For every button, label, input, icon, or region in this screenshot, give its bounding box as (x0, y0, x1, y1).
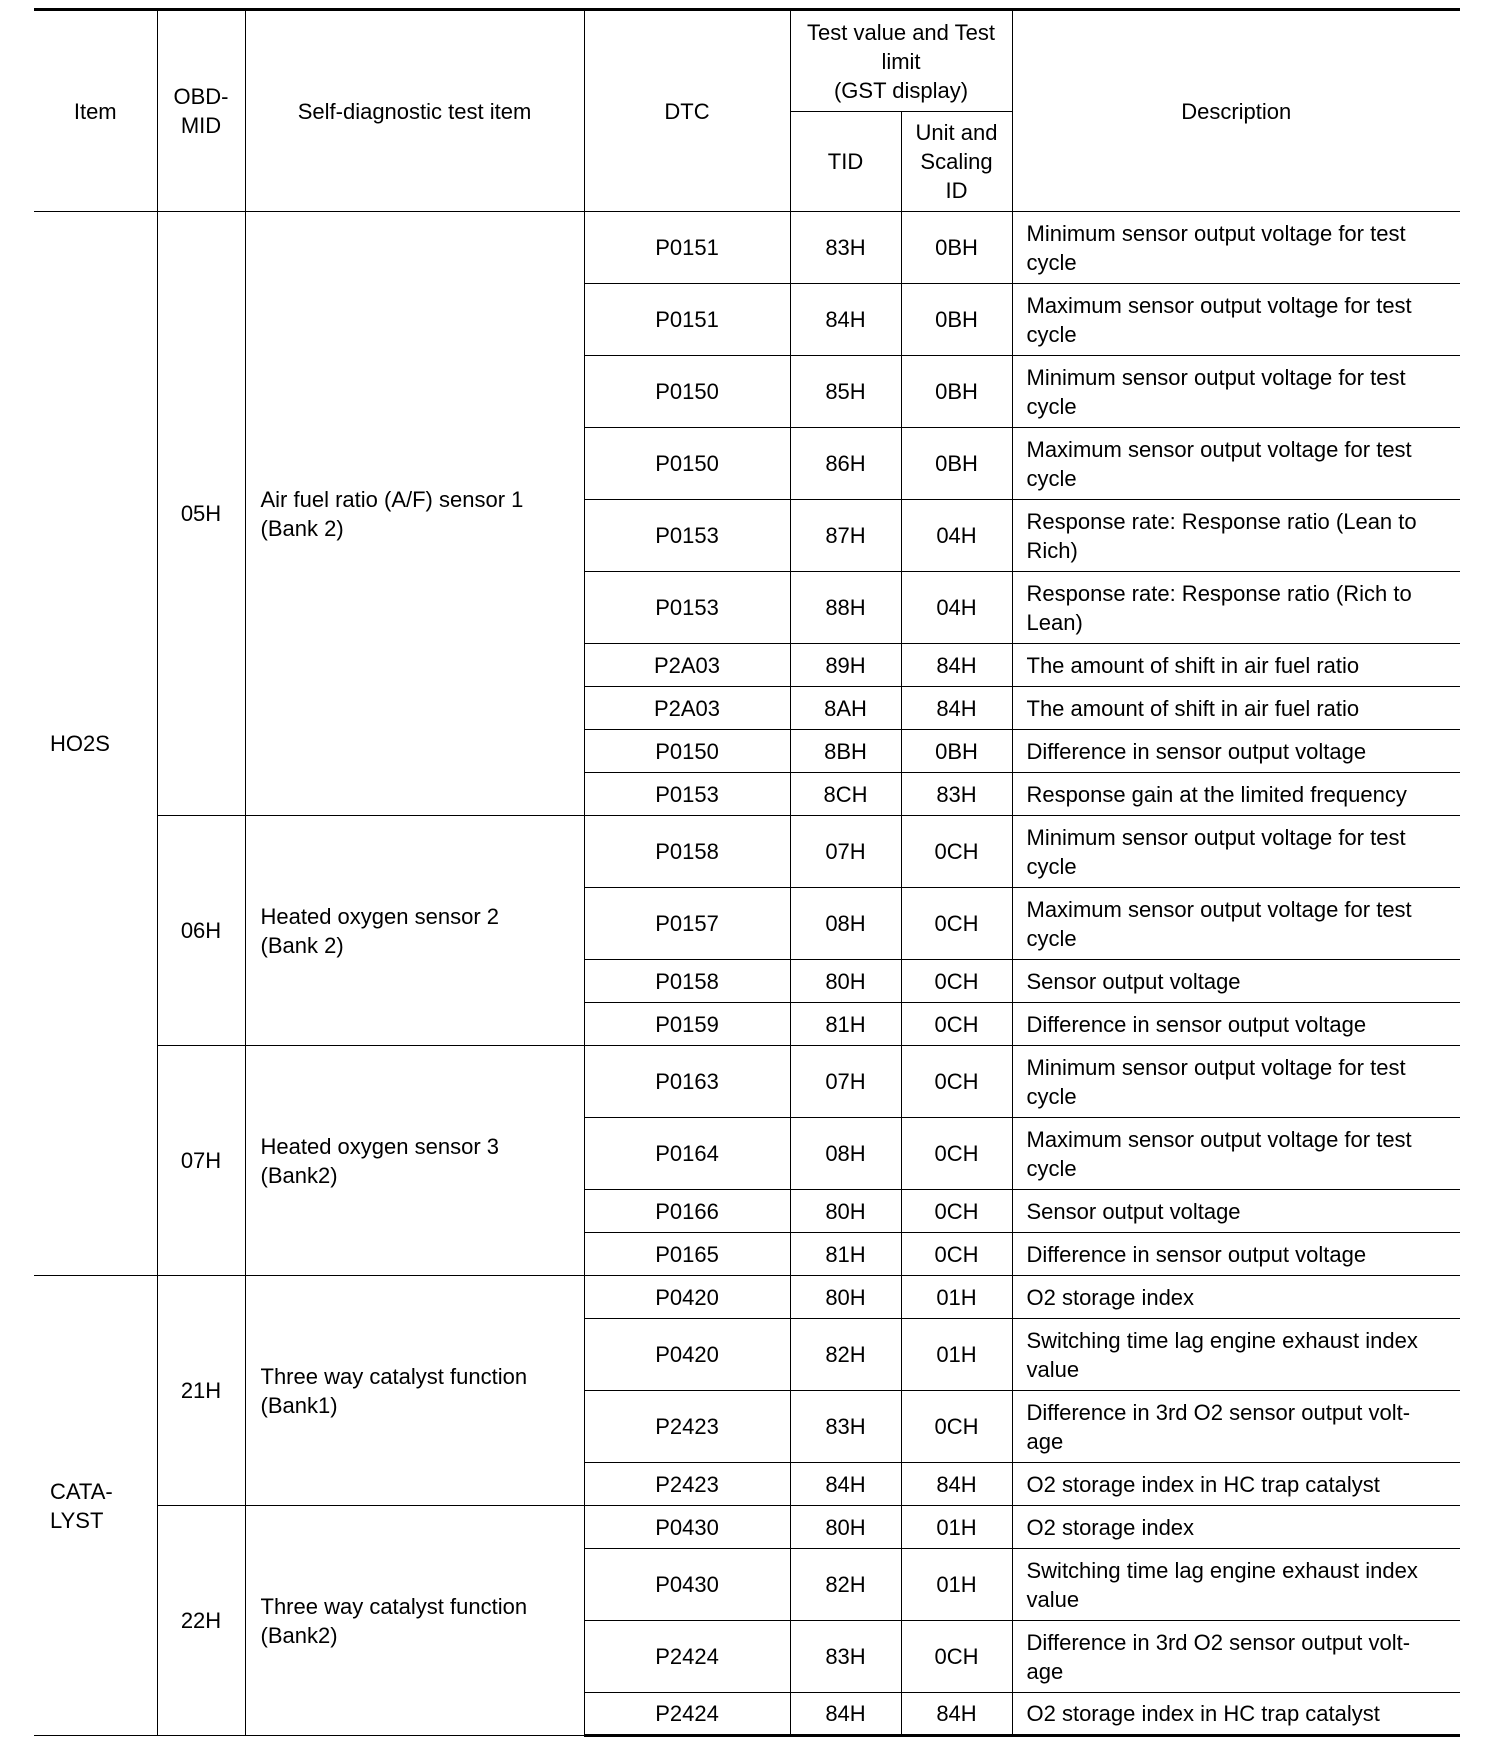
test-item-cell: Air fuel ratio (A/F) sensor 1 (Bank 2) (245, 212, 584, 816)
header-dtc: DTC (584, 10, 790, 212)
unit-scaling-cell: 0CH (901, 1118, 1012, 1190)
tid-cell: 86H (790, 428, 901, 500)
description-cell: Response rate: Response ratio (Rich to Lean) (1012, 572, 1460, 644)
dtc-cell: P0420 (584, 1319, 790, 1391)
table-row (34, 1506, 1460, 1549)
tid-cell: 07H (790, 1046, 901, 1118)
tid-cell: 81H (790, 1003, 901, 1046)
tid-cell: 8AH (790, 687, 901, 730)
unit-scaling-cell: 0CH (901, 1190, 1012, 1233)
unit-scaling-cell: 0CH (901, 888, 1012, 960)
header-unit-scaling-id: Unit and Scaling ID (901, 112, 1012, 212)
obd-mid-cell: 06H (157, 816, 245, 1046)
tid-cell: 81H (790, 1233, 901, 1276)
dtc-cell: P2A03 (584, 644, 790, 687)
dtc-cell: P0158 (584, 960, 790, 1003)
item-cell: HO2S (34, 212, 157, 1276)
header-item: Item (34, 10, 157, 212)
obd-mid-cell: 22H (157, 1506, 245, 1736)
dtc-cell: P0150 (584, 356, 790, 428)
dtc-cell: P2A03 (584, 687, 790, 730)
tid-cell: 84H (790, 284, 901, 356)
header-description: Description (1012, 10, 1460, 212)
test-item-cell: Heated oxygen sensor 3 (Bank2) (245, 1046, 584, 1276)
tid-cell: 83H (790, 1391, 901, 1463)
unit-scaling-cell: 84H (901, 644, 1012, 687)
test-item-cell: Three way catalyst function (Bank2) (245, 1506, 584, 1736)
description-cell: Difference in sensor output voltage (1012, 730, 1460, 773)
obd-test-table (34, 8, 1460, 1737)
dtc-cell: P0166 (584, 1190, 790, 1233)
dtc-cell: P0420 (584, 1276, 790, 1319)
unit-scaling-cell: 0CH (901, 1233, 1012, 1276)
description-cell: Maximum sensor output voltage for test cycle (1012, 888, 1460, 960)
dtc-cell: P0153 (584, 773, 790, 816)
tid-cell: 84H (790, 1693, 901, 1736)
dtc-cell: P0153 (584, 500, 790, 572)
dtc-cell: P0430 (584, 1549, 790, 1621)
obd-mid-cell: 05H (157, 212, 245, 816)
description-cell: Difference in 3rd O2 sensor output volt- age (1012, 1621, 1460, 1693)
dtc-cell: P0430 (584, 1506, 790, 1549)
description-cell: Maximum sensor output voltage for test cycle (1012, 428, 1460, 500)
description-cell: Maximum sensor output voltage for test cycle (1012, 1118, 1460, 1190)
description-cell: O2 storage index in HC trap catalyst (1012, 1463, 1460, 1506)
tid-cell: 85H (790, 356, 901, 428)
table-row (34, 1046, 1460, 1118)
dtc-cell: P0150 (584, 428, 790, 500)
test-item-cell: Heated oxygen sensor 2 (Bank 2) (245, 816, 584, 1046)
dtc-cell: P2424 (584, 1693, 790, 1736)
unit-scaling-cell: 01H (901, 1549, 1012, 1621)
tid-cell: 80H (790, 1190, 901, 1233)
dtc-cell: P0158 (584, 816, 790, 888)
dtc-cell: P2423 (584, 1463, 790, 1506)
dtc-cell: P0157 (584, 888, 790, 960)
tid-cell: 82H (790, 1319, 901, 1391)
tid-cell: 88H (790, 572, 901, 644)
description-cell: Minimum sensor output voltage for test cycle (1012, 816, 1460, 888)
description-cell: O2 storage index (1012, 1276, 1460, 1319)
tid-cell: 8CH (790, 773, 901, 816)
unit-scaling-cell: 84H (901, 1463, 1012, 1506)
obd-document (34, 8, 1460, 1737)
table-row (34, 212, 1460, 284)
unit-scaling-cell: 83H (901, 773, 1012, 816)
header-obd-mid: OBD- MID (157, 10, 245, 212)
tid-cell: 8BH (790, 730, 901, 773)
tid-cell: 80H (790, 960, 901, 1003)
tid-cell: 80H (790, 1506, 901, 1549)
description-cell: Difference in sensor output voltage (1012, 1233, 1460, 1276)
obd-mid-cell: 21H (157, 1276, 245, 1506)
dtc-cell: P0165 (584, 1233, 790, 1276)
unit-scaling-cell: 01H (901, 1506, 1012, 1549)
header-test-value: Test value and Test limit (GST display) (790, 10, 1012, 112)
tid-cell: 07H (790, 816, 901, 888)
item-cell: CATA- LYST (34, 1276, 157, 1736)
description-cell: Response gain at the limited frequency (1012, 773, 1460, 816)
description-cell: Sensor output voltage (1012, 960, 1460, 1003)
tid-cell: 08H (790, 1118, 901, 1190)
unit-scaling-cell: 0BH (901, 212, 1012, 284)
header-tid: TID (790, 112, 901, 212)
tid-cell: 82H (790, 1549, 901, 1621)
tid-cell: 84H (790, 1463, 901, 1506)
unit-scaling-cell: 0CH (901, 1046, 1012, 1118)
description-cell: The amount of shift in air fuel ratio (1012, 644, 1460, 687)
unit-scaling-cell: 0CH (901, 1391, 1012, 1463)
dtc-cell: P0163 (584, 1046, 790, 1118)
unit-scaling-cell: 01H (901, 1276, 1012, 1319)
description-cell: Minimum sensor output voltage for test cycle (1012, 1046, 1460, 1118)
dtc-cell: P0151 (584, 284, 790, 356)
unit-scaling-cell: 0BH (901, 428, 1012, 500)
tid-cell: 08H (790, 888, 901, 960)
table-row (34, 1276, 1460, 1319)
description-cell: Minimum sensor output voltage for test cycle (1012, 212, 1460, 284)
unit-scaling-cell: 04H (901, 572, 1012, 644)
description-cell: Response rate: Response ratio (Lean to Rich) (1012, 500, 1460, 572)
description-cell: Sensor output voltage (1012, 1190, 1460, 1233)
unit-scaling-cell: 84H (901, 687, 1012, 730)
header-test-item: Self-diagnostic test item (245, 10, 584, 212)
description-cell: Difference in 3rd O2 sensor output volt- age (1012, 1391, 1460, 1463)
description-cell: O2 storage index (1012, 1506, 1460, 1549)
unit-scaling-cell: 0CH (901, 1003, 1012, 1046)
dtc-cell: P0150 (584, 730, 790, 773)
obd-mid-cell: 07H (157, 1046, 245, 1276)
description-cell: Maximum sensor output voltage for test cycle (1012, 284, 1460, 356)
unit-scaling-cell: 0BH (901, 356, 1012, 428)
description-cell: Minimum sensor output voltage for test cycle (1012, 356, 1460, 428)
unit-scaling-cell: 0CH (901, 960, 1012, 1003)
description-cell: Difference in sensor output voltage (1012, 1003, 1460, 1046)
unit-scaling-cell: 0CH (901, 816, 1012, 888)
tid-cell: 83H (790, 1621, 901, 1693)
description-cell: O2 storage index in HC trap catalyst (1012, 1693, 1460, 1736)
test-item-cell: Three way catalyst function (Bank1) (245, 1276, 584, 1506)
unit-scaling-cell: 01H (901, 1319, 1012, 1391)
table-row (34, 816, 1460, 888)
dtc-cell: P0159 (584, 1003, 790, 1046)
dtc-cell: P0164 (584, 1118, 790, 1190)
unit-scaling-cell: 84H (901, 1693, 1012, 1736)
dtc-cell: P2424 (584, 1621, 790, 1693)
tid-cell: 80H (790, 1276, 901, 1319)
table-body (34, 212, 1460, 1736)
tid-cell: 89H (790, 644, 901, 687)
unit-scaling-cell: 0BH (901, 730, 1012, 773)
description-cell: The amount of shift in air fuel ratio (1012, 687, 1460, 730)
dtc-cell: P0151 (584, 212, 790, 284)
tid-cell: 87H (790, 500, 901, 572)
dtc-cell: P0153 (584, 572, 790, 644)
unit-scaling-cell: 04H (901, 500, 1012, 572)
tid-cell: 83H (790, 212, 901, 284)
unit-scaling-cell: 0BH (901, 284, 1012, 356)
unit-scaling-cell: 0CH (901, 1621, 1012, 1693)
description-cell: Switching time lag engine exhaust index value (1012, 1549, 1460, 1621)
dtc-cell: P2423 (584, 1391, 790, 1463)
description-cell: Switching time lag engine exhaust index value (1012, 1319, 1460, 1391)
